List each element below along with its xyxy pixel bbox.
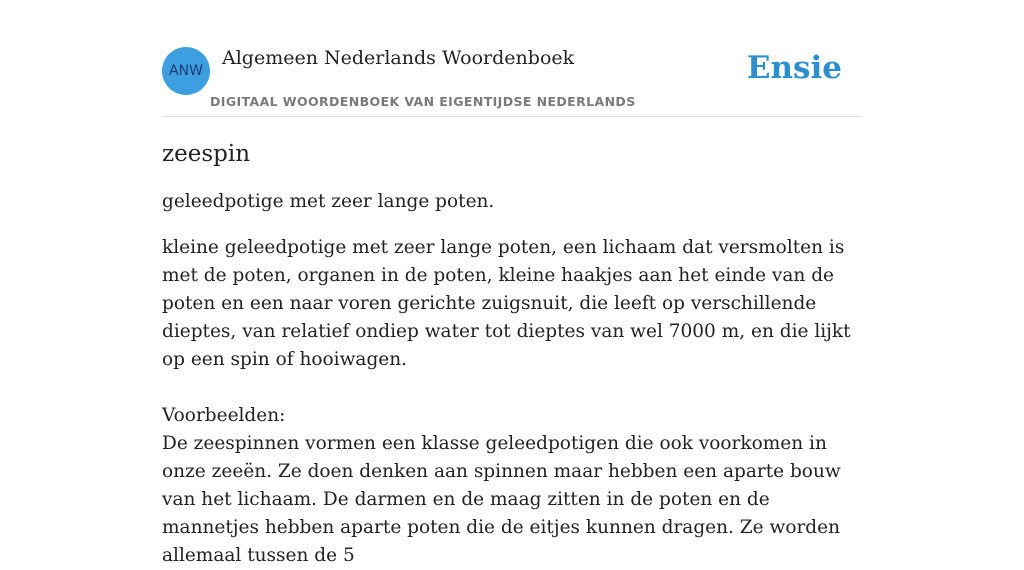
long-definition: kleine geleedpotige met zeer lange poten, een lichaam dat versmolten is met de poten, organen in de poten, kleine haakjes aan het einde van de poten en een naar voren gerichte zuigsnuit, die leeft op verschillende dieptes, van relatief ondiep water tot dieptes van wel 7000 m, en die lijkt op een spin of hooiwagen. xyxy=(162,237,851,370)
site-title[interactable]: Algemeen Nederlands Woordenboek xyxy=(222,47,575,69)
ensie-brand-link[interactable]: Ensie xyxy=(746,50,842,86)
example-text: De zeespinnen vormen een klasse geleedpotigen die ook voorkomen in onze zeeën. Ze doen denken aan spinnen maar hebben een aparte bouw van het lichaam. De darmen en de maag zitten in de poten en de mannetjes hebben aparte poten die de eitjes kunnen dragen. Ze worden allemaal tussen de 5 xyxy=(162,433,841,566)
entry-content xyxy=(162,138,862,570)
entry-title: zeespin xyxy=(162,141,251,167)
anw-logo[interactable]: ANW xyxy=(162,47,210,95)
short-definition: geleedpotige met zeer lange poten. xyxy=(162,191,495,212)
site-header xyxy=(162,44,862,117)
site-tagline: DIGITAAL WOORDENBOEK VAN EIGENTIJDSE NEDERLANDS xyxy=(210,94,636,109)
examples-label: Voorbeelden: xyxy=(162,405,286,426)
